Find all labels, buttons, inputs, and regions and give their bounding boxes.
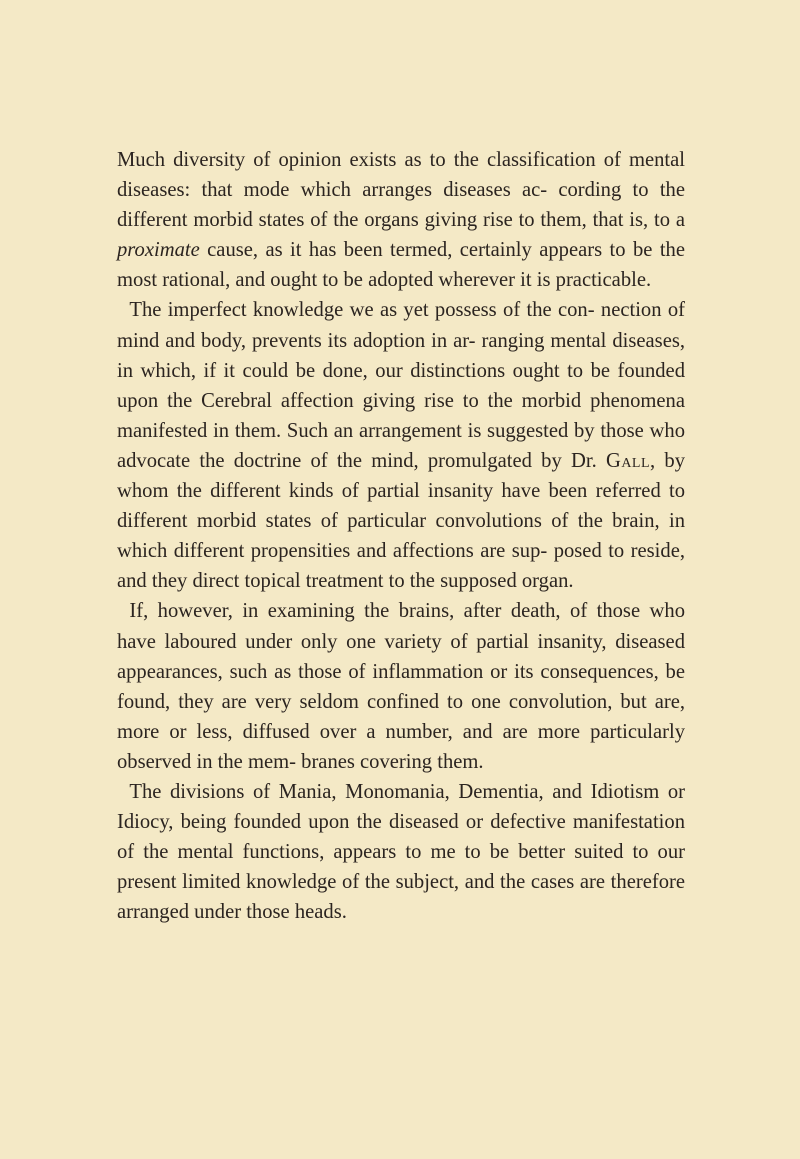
paragraph-4-text: The divisions of Mania, Monomania, Dementia, and Idiotism or Idiocy, being founded upon the diseased or defective manifestation of the mental functions, appears to me to be better suited to our present limited knowledge of the subject, and the cases are therefore arranged under those heads. — [117, 780, 685, 924]
paragraph-2-smallcaps-name: Gall — [605, 449, 651, 472]
paragraph-2-part-2: , by whom the different kinds of partial insanity have been referred to different morbid states of particular convolutions of the brain, in which different propensities and affections are sup- posed to reside, and they direct topical treatment to the supposed organ. — [117, 449, 686, 593]
paragraph-2 — [117, 295, 685, 596]
paragraph-1-part-1: Much diversity of opinion exists as to the classification of mental diseases: that mode which arranges diseases ac- cording to the different morbid states of the organs giving rise to them, that is, to a — [117, 149, 685, 232]
body-text — [117, 145, 685, 927]
paragraph-3-text: If, however, in examining the brains, after death, of those who have laboured under only one variety of partial insanity, diseased appearances, such as those of inflammation or its consequences, be found, they are very seldom confined to one convolution, but are, more or less, diffused over a number, and are more particularly observed in the mem- branes covering them. — [117, 600, 685, 773]
paragraph-1-part-2: cause, as it has been termed, certainly appears to be the most rational, and ought to be adopted wherever it is practicable. — [117, 239, 685, 292]
paragraph-4 — [117, 777, 685, 927]
paragraph-2-part-1: The imperfect knowledge we as yet possess of the con- nection of mind and body, prevents its adoption in ar- ranging mental diseases, in which, if it could be done, our distinctions ought to be founded upon the Cerebral affection giving rise to the morbid phenomena manifested in them. Such an arrangement is suggested by those who advocate the doctrine of the mind, promulgated by Dr. — [117, 299, 685, 472]
paragraph-1 — [117, 145, 685, 295]
paragraph-1-italic-word: proximate — [117, 239, 200, 262]
paragraph-3 — [117, 596, 685, 777]
